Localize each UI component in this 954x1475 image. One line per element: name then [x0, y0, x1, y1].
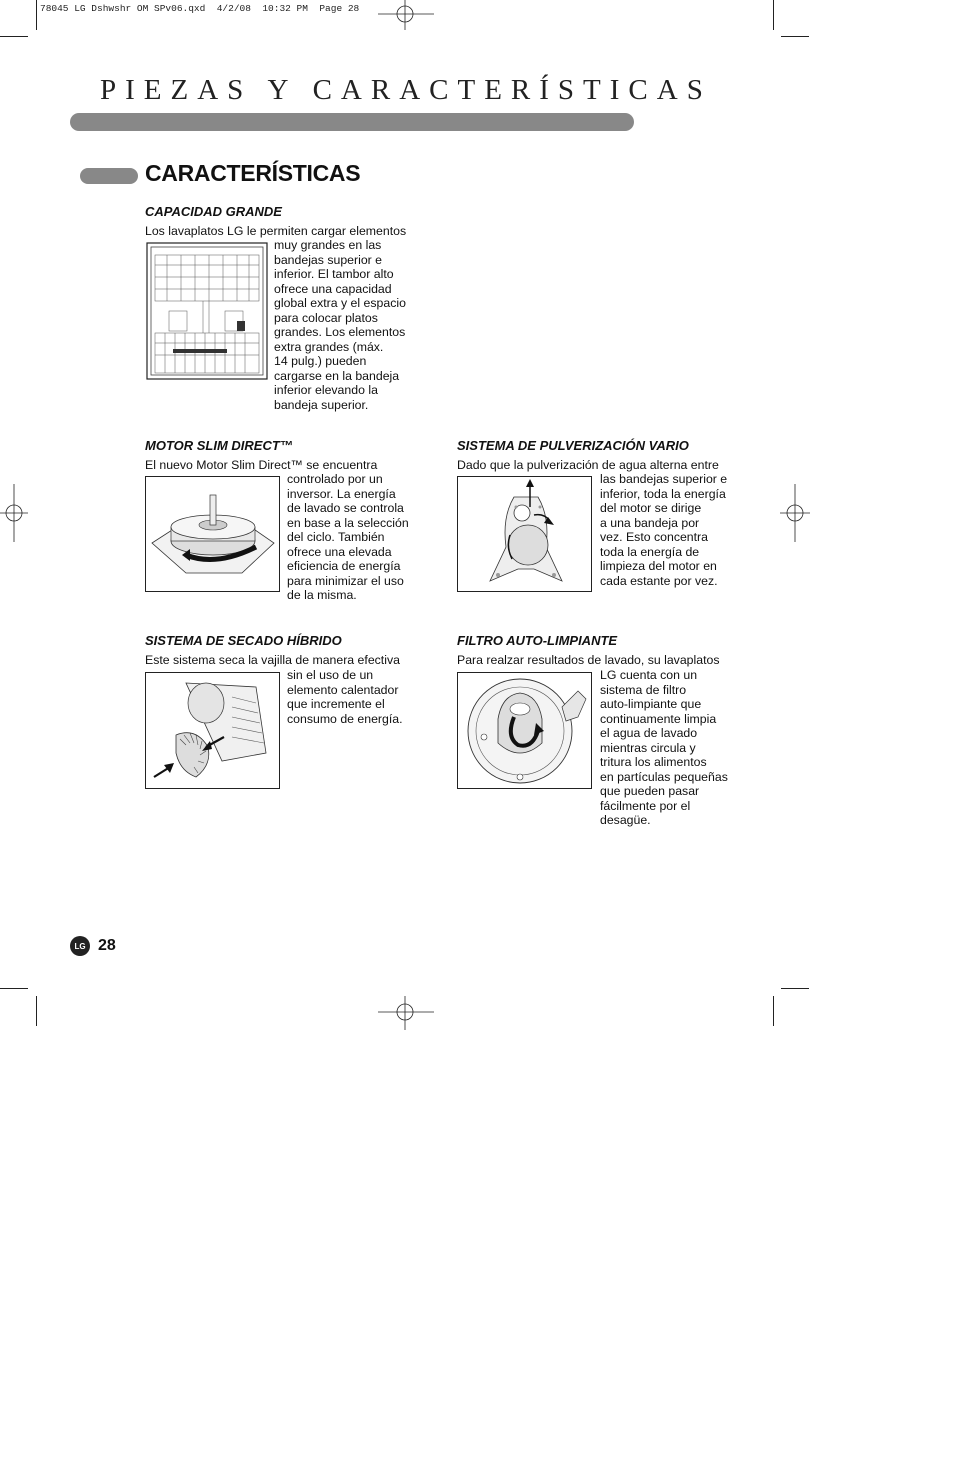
pulverizacion-body: las bandejas superior e inferior, toda la energía del motor se dirige a una bandeja por vez. Esto concentra toda la energía de limpieza del motor en cada estante por vez.	[600, 472, 728, 588]
registration-mark-right	[780, 484, 810, 542]
motor-illustration	[145, 476, 280, 592]
capacidad-lead: Los lavaplatos LG le permiten cargar elementos	[145, 224, 407, 238]
dishwasher-interior-illustration	[145, 241, 269, 381]
spray-system-illustration	[457, 476, 592, 592]
registration-mark-bottom	[378, 996, 434, 1030]
pulverizacion-heading: SISTEMA DE PULVERIZACIÓN VARIO	[457, 438, 689, 453]
filtro-lead: Para realzar resultados de lavado, su lavaplatos	[457, 653, 720, 667]
registration-mark-left	[0, 484, 28, 542]
secado-heading: SISTEMA DE SECADO HÍBRIDO	[145, 633, 342, 648]
filtro-body: LG cuenta con un sistema de filtro auto-limpiante que continuamente limpia el agua de lavado mientras circula y tritura los alimentos en partículas pequeñas que pueden pasar fácilmente por el desagüe.	[600, 668, 728, 827]
registration-mark-top	[378, 0, 434, 30]
lg-logo: LG	[70, 936, 90, 956]
secado-body: sin el uso de un elemento calentador que incremente el consumo de energía.	[287, 668, 403, 726]
print-slug: 78045 LG Dshwshr OM SPv06.qxd 4/2/08 10:32 PM Page 28	[40, 3, 360, 14]
page-footer	[70, 936, 116, 956]
filtro-heading: FILTRO AUTO-LIMPIANTE	[457, 633, 618, 648]
motor-heading: MOTOR SLIM DIRECT™	[145, 438, 293, 453]
drying-system-illustration	[145, 672, 280, 789]
pulverizacion-lead: Dado que la pulverización de agua alterna entre	[457, 458, 719, 472]
section-title: CARACTERÍSTICAS	[145, 160, 361, 186]
capacidad-body: muy grandes en las bandejas superior e inferior. El tambor alto ofrece una capacidad global extra y el espacio para colocar platos grandes. Los elementos extra grandes (máx. 14 pulg.) pueden cargarse en la bandeja inferior elevando la bandeja superior.	[274, 238, 406, 412]
motor-body: controlado por un inversor. La energía de lavado se controla en base a la selección del ciclo. También ofrece una elevada eficiencia de energía para minimizar el uso de la misma.	[287, 472, 409, 602]
secado-lead: Este sistema seca la vajilla de manera efectiva	[145, 653, 400, 667]
section-marker	[80, 168, 138, 184]
motor-lead: El nuevo Motor Slim Direct™ se encuentra	[145, 458, 378, 472]
capacidad-heading: CAPACIDAD GRANDE	[145, 204, 282, 219]
filter-illustration	[457, 672, 592, 789]
page-title: PIEZAS Y CARACTERÍSTICAS	[100, 74, 712, 106]
page-number: 28	[98, 937, 116, 954]
title-underline-bar	[70, 113, 634, 131]
